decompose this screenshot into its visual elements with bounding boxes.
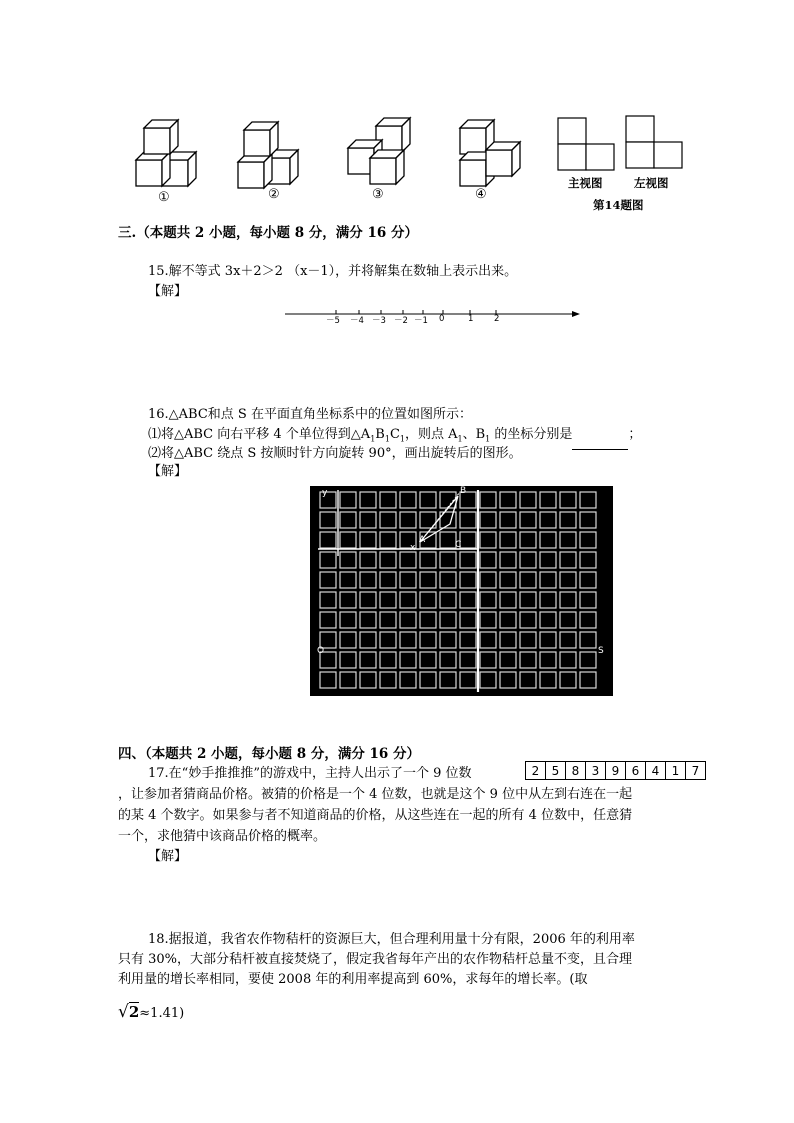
q17-line4: 一个，求他猜中该商品价格的概率。: [118, 829, 327, 844]
digit-cell: 4: [646, 762, 666, 780]
grid-label-c: C: [455, 540, 462, 550]
section4-heading: 四、（本题共 2 小题，每小题 8 分，满分 16 分）: [118, 746, 421, 762]
approx-value: ≈1.41): [139, 1006, 185, 1021]
q17-line3: 的某 4 个数字。如果参与者不知道商品的价格，从这些连在一起的所有 4 位数中，任意猜: [118, 808, 633, 823]
grid-label-b: B: [460, 486, 467, 496]
q17-line2: ，让参加者猜商品价格。被猜的价格是一个 4 位数，也就是这个 9 位中从左到右连在一起: [118, 787, 633, 802]
front-view-grid: [558, 118, 614, 170]
q16-answer-label: 【解】: [148, 464, 188, 479]
q18-sqrt-expression: [118, 1002, 184, 1024]
figure-label-1: ①: [158, 190, 170, 205]
digit-cell: 9: [606, 762, 626, 780]
nine-digit-number: [525, 761, 706, 780]
grid-label-o: O: [317, 646, 325, 656]
q15-answer-label: 【解】: [148, 284, 188, 299]
grid-label-s: S: [598, 646, 604, 656]
figure-label-2: ②: [268, 187, 280, 202]
q16-intro: 16.△ABC和点 S 在平面直角坐标系中的位置如图所示：: [148, 407, 472, 422]
tick-label-neg3: －3: [372, 316, 386, 326]
q18-line2: 只有 30%，大部分秸杆被直接焚烧了，假定我省每年产出的农作物秸杆总量不变，且合理: [118, 952, 633, 967]
tick-label-neg4: －4: [350, 316, 364, 326]
tick-label-neg2: －2: [394, 316, 408, 326]
front-view-label: 主视图: [568, 176, 603, 190]
figure-label-4: ④: [475, 187, 487, 202]
solid-figure-1: [136, 120, 204, 186]
sqrt-symbol: √: [118, 1002, 129, 1022]
solid-figure-2: [238, 122, 298, 188]
section3-heading: 三.（本题共 2 小题，每小题 8 分，满分 16 分）: [118, 225, 418, 241]
left-view-grid: [626, 116, 682, 168]
tick-label-2: 2: [494, 314, 500, 324]
tick-label-1: 1: [468, 314, 474, 324]
solid-figure-3: [348, 118, 410, 184]
coordinate-grid-figure: [310, 486, 613, 696]
q17-line1: 17.在“妙手推推推”的游戏中，主持人出示了一个 9 位数: [148, 766, 472, 781]
digit-cell: 1: [666, 762, 686, 780]
q16-part1: ⑴将△ABC 向右平移 4 个单位得到$\triangle A_1B_1C_1$，则点 $A_1$、$B_1$ 的坐标分别是 ；: [148, 425, 641, 450]
digit-cell: 8: [566, 762, 586, 780]
figure-label-3: ③: [372, 187, 384, 202]
digit-cell: 5: [546, 762, 566, 780]
digit-cell: 7: [686, 762, 706, 780]
q16-part2: ⑵将△ABC 绕点 S 按顺时针方向旋转 90°，画出旋转后的图形。: [148, 446, 522, 461]
grid-label-y: y: [322, 488, 328, 498]
sqrt-argument: 2: [128, 1003, 140, 1021]
answer-blank[interactable]: [572, 435, 628, 450]
q15-text: 15.解不等式 3x＋2＞2 （x－1），并将解集在数轴上表示出来。: [148, 264, 518, 279]
q17-answer-label: 【解】: [148, 849, 188, 864]
digit-cell: 6: [626, 762, 646, 780]
left-view-label: 左视图: [634, 176, 669, 190]
tick-label-neg5: －5: [326, 316, 340, 326]
digit-cell: 2: [526, 762, 546, 780]
q18-line1: 18.据报道，我省农作物秸杆的资源巨大，但合理利用量十分有限，2006 年的利用率: [148, 932, 635, 947]
tick-label-neg1: －1: [414, 316, 428, 326]
q18-line3: 利用量的增长率相同，要使 2008 年的利用率提高到 60%，求每年的增长率。(取: [118, 972, 588, 987]
digit-cell: 3: [586, 762, 606, 780]
grid-label-a: A: [419, 535, 426, 545]
grid-label-x: x: [410, 543, 416, 553]
tick-label-0: 0: [439, 314, 445, 324]
solid-figure-4: [460, 120, 520, 186]
figure-caption: 第14题图: [593, 198, 644, 212]
